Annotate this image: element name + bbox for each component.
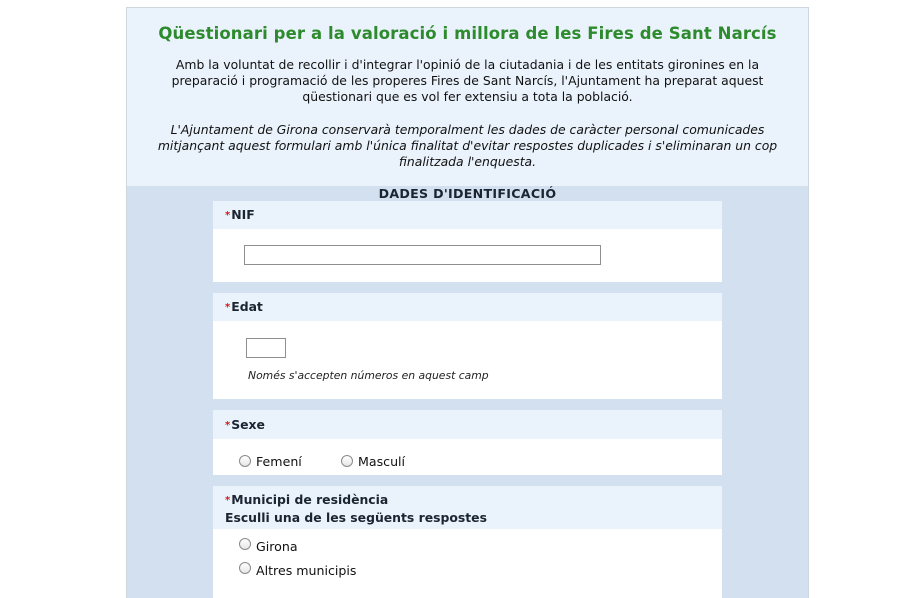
required-marker: * (225, 302, 231, 313)
sex-male-label: Masculí (358, 454, 406, 469)
question-municipality (213, 486, 722, 598)
sex-female-radio[interactable] (239, 455, 251, 467)
section-title: DADES D'IDENTIFICACIÓ (378, 186, 557, 201)
identification-section (127, 186, 808, 598)
survey-title: Qüestionari per a la valoració i millora de les Fires de Sant Narcís (158, 24, 777, 43)
age-input[interactable] (246, 338, 286, 358)
required-marker: * (225, 210, 231, 221)
municipality-other-label: Altres municipis (256, 563, 357, 578)
question-municipality-instruction: Esculli una de les següents respostes (225, 510, 487, 525)
survey-page (126, 7, 809, 598)
question-nif (213, 201, 722, 282)
municipality-girona-radio[interactable] (239, 538, 251, 550)
nif-input[interactable] (244, 245, 601, 265)
question-age (213, 293, 722, 399)
privacy-notice: L'Ajuntament de Girona conservarà temporalment les dades de caràcter personal comunicades mitjançant aquest formulari amb l'única finalitat d'evitar respostes duplicades i s'eliminaran un cop finalitzada l'enquesta. (157, 122, 778, 169)
question-nif-header (213, 201, 722, 229)
age-hint: Només s'accepten números en aquest camp (248, 369, 489, 382)
question-sex-label: Sexe (231, 417, 265, 432)
municipality-girona-label: Girona (256, 539, 298, 554)
survey-header (127, 8, 808, 186)
municipality-other-radio[interactable] (239, 562, 251, 574)
sex-female-label: Femení (256, 454, 302, 469)
question-municipality-title (225, 491, 710, 509)
question-municipality-label: Municipi de residència (231, 492, 389, 507)
question-sex (213, 410, 722, 475)
intro-text: Amb la voluntat de recollir i d'integrar l'opinió de la ciutadania i de les entitats gironines en la preparació i programació de les properes Fires de Sant Narcís, l'Ajuntament ha preparat aquest qüestionari que es vol fer extensiu a tota la població. (171, 57, 764, 104)
question-municipality-header (213, 486, 722, 529)
required-marker: * (225, 495, 231, 506)
question-age-label: Edat (231, 299, 263, 314)
question-nif-label: NIF (231, 207, 255, 222)
question-sex-header (213, 410, 722, 439)
question-age-header (213, 293, 722, 321)
sex-male-radio[interactable] (341, 455, 353, 467)
required-marker: * (225, 420, 231, 431)
